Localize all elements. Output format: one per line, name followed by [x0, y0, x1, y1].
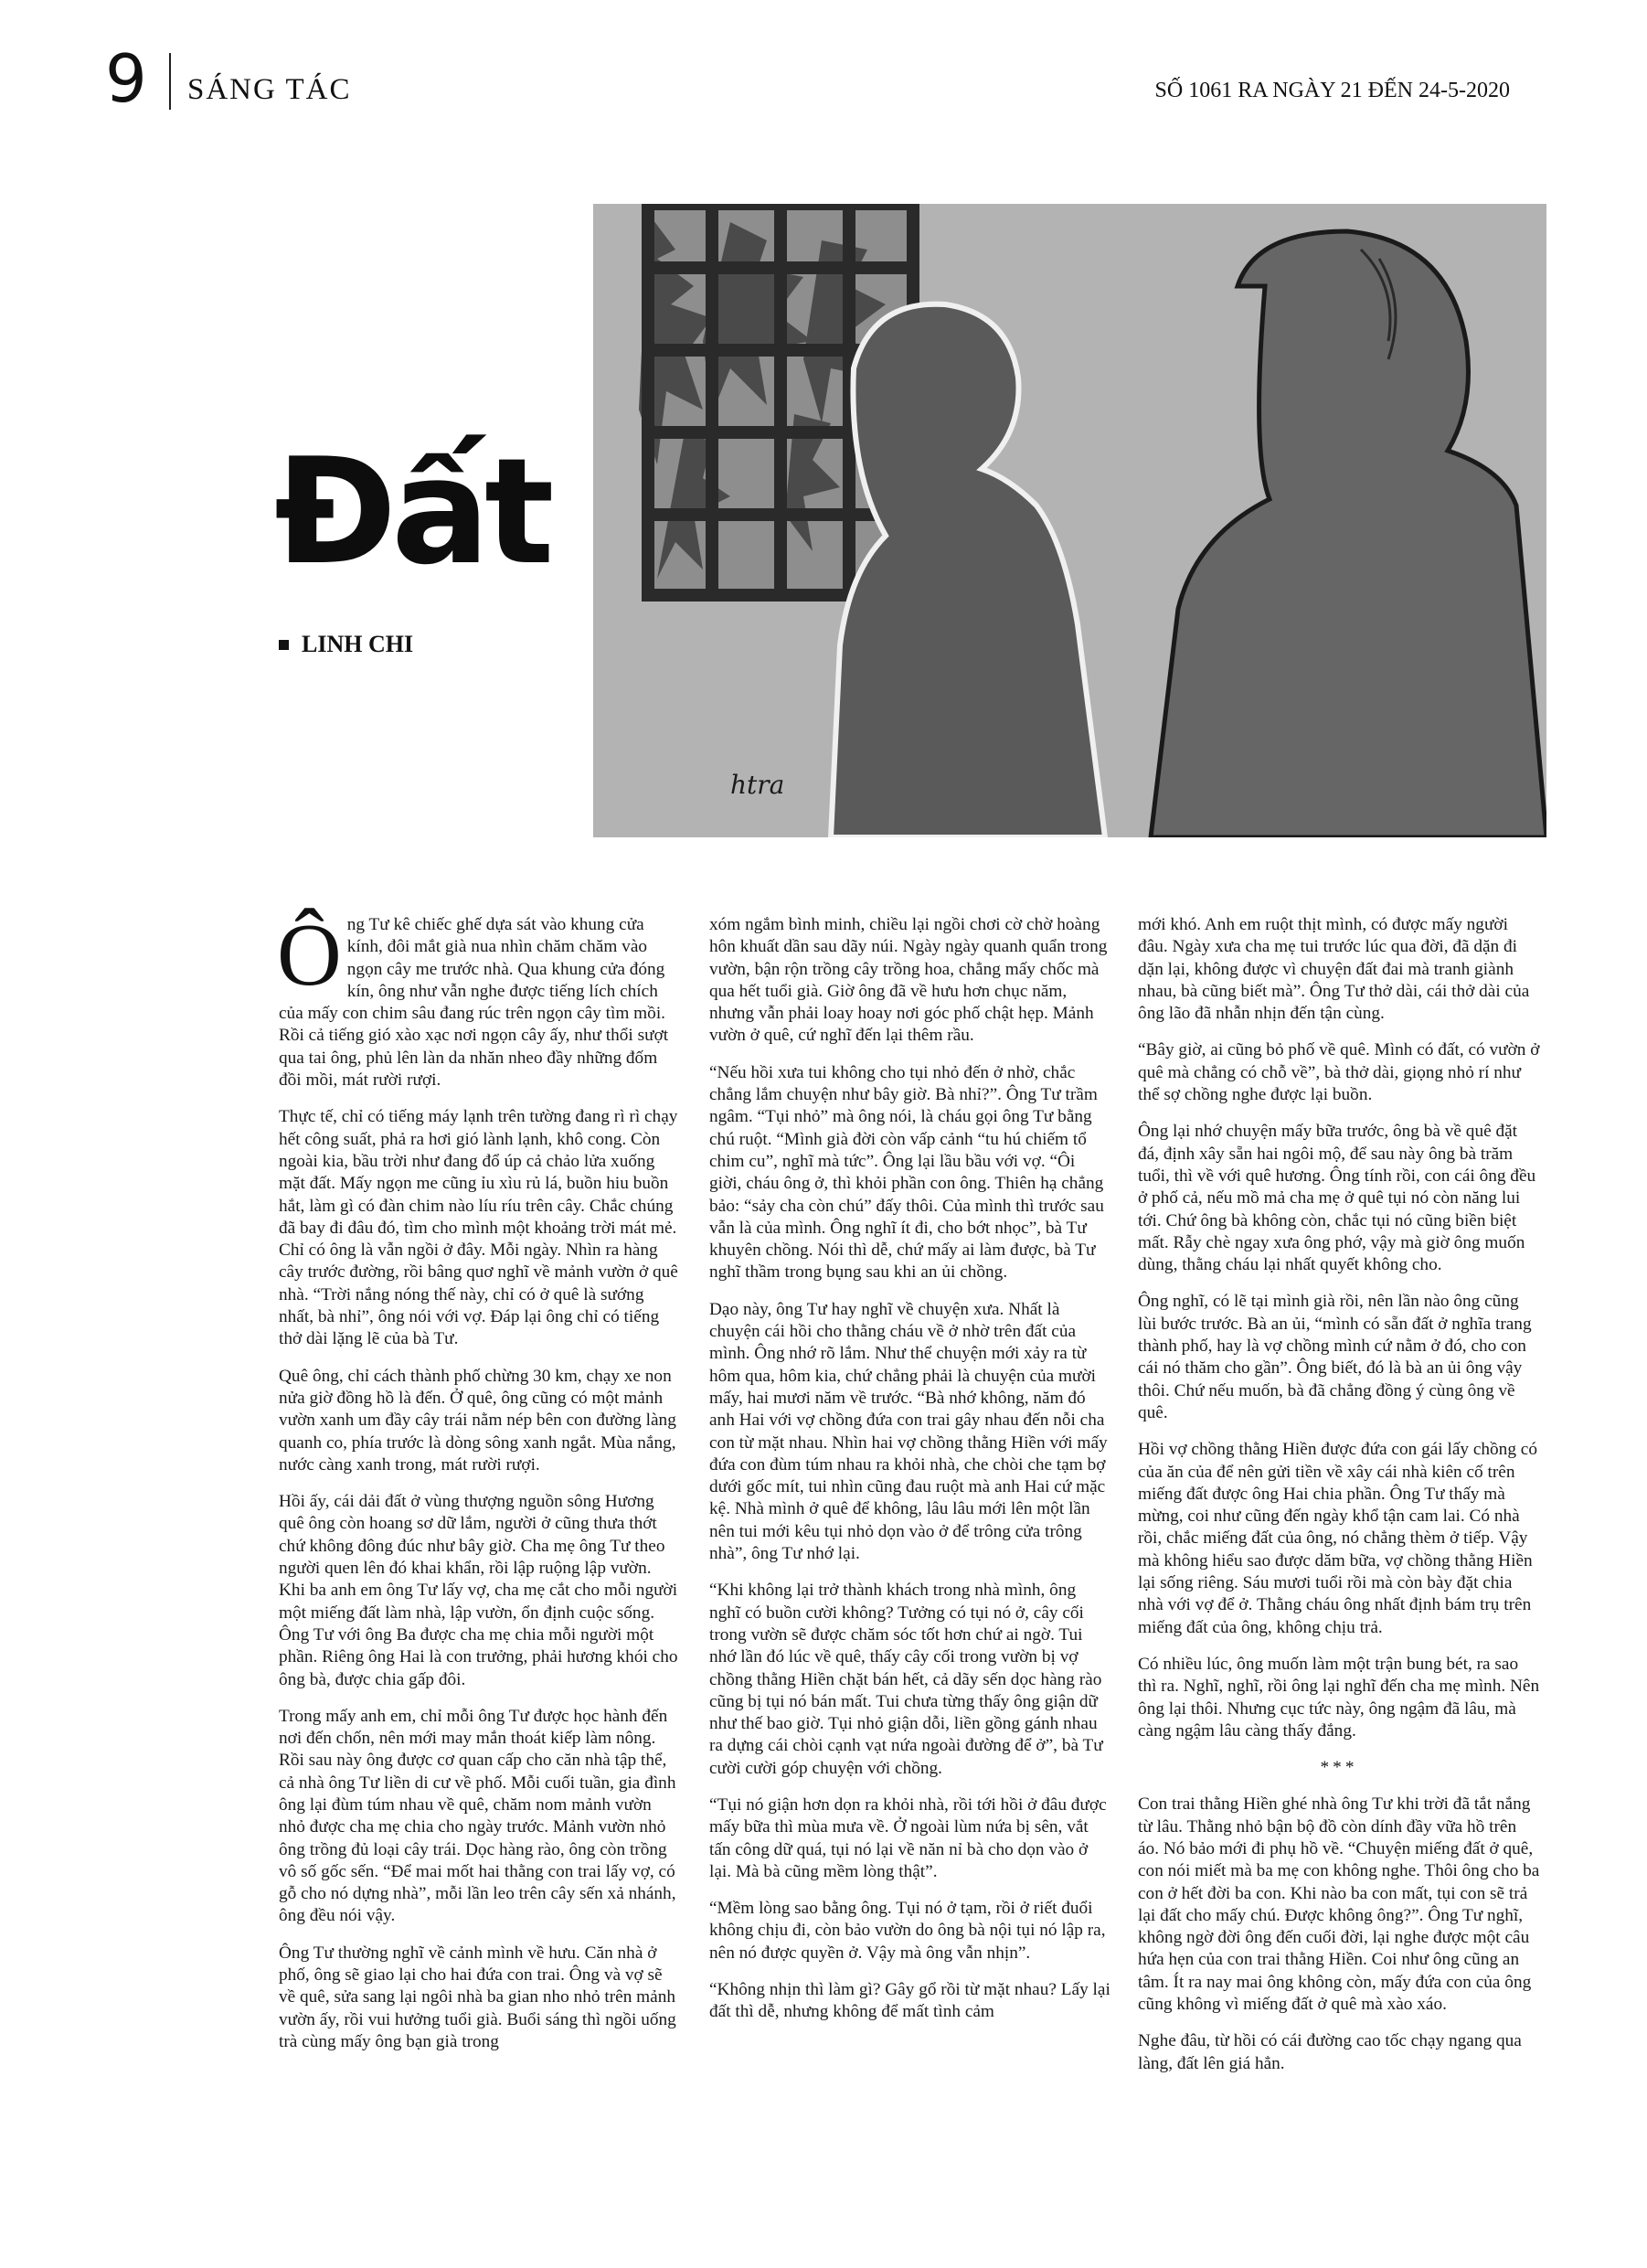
issue-info: SỐ 1061 RA NGÀY 21 ĐẾN 24-5-2020 [1154, 79, 1510, 102]
page-number: 9 [105, 40, 147, 117]
paragraph: Ông Tư thường nghĩ về cảnh mình về hưu. Căn nhà ở phố, ông sẽ giao lại cho hai đứa con trai. Ông và vợ sẽ về quê, sửa sang lại ngôi nhà ba gian nho nhỏ trên mảnh vườn ấy, rồi vui hưởng tuổi già. Buổi sáng thì ngồi uống trà cùng mấy ông bạn già trong [279, 1943, 676, 2051]
header-divider [169, 53, 171, 110]
article-illustration [593, 204, 1546, 837]
paragraph: Có nhiều lúc, ông muốn làm một trận bung bét, ra sao thì ra. Nghĩ, nghĩ, rồi ông lại nghĩ đến cha mẹ mình. Nên ông lại thôi. Nhưng cục tức này, ông ngậm đã lâu, mà càng ngậm lâu càng thấy đắng. [1138, 1654, 1540, 1741]
paragraph: Ông nghĩ, có lẽ tại mình già rồi, nên lần nào ông cũng lùi bước trước. Bà an ủi, “mình có sẵn đất ở nghĩa trang thành phố, hay là vợ chồng mình cứ nằm ở đó, cho con cái nó thăm cho gần”. Ông biết, đó là bà an ủi ông vậy thôi. Chứ nếu muốn, bà đã chẳng đồng ý cùng ông về quê. [1138, 1292, 1532, 1422]
paragraph: Hồi vợ chồng thằng Hiền được đứa con gái lấy chồng có của ăn của để nên gửi tiền về xây cái nhà kiên cố trên miếng đất được ông Hai chia phần. Ông Tư thấy mà mừng, coi như cũng đến ngày khổ tận cam lai. Có nhà rồi, chắc miếng đất của ông, nó chẳng thèm ở tiếp. Vậy mà không hiểu sao được dăm bữa, vợ chồng thằng Hiền lại sống riêng. Sáu mươi tuổi rồi mà còn bày đặt chia nhà với vợ để ở. Thằng cháu ông nhất định bám trụ trên miếng đất của ông, không chịu trả. [1138, 1440, 1537, 1637]
paragraph: “Tụi nó giận hơn dọn ra khỏi nhà, rồi tới hồi ở đâu được mấy bữa thì mùa mưa về. Ở ngoài lùm nứa bị sên, vắt tấn công dữ quá, tụi nó lại về năn nỉ bà cho dọn vào ở lại. Mà bà cũng mềm lòng thật”. [709, 1794, 1107, 1881]
paragraph: “Nếu hồi xưa tui không cho tụi nhỏ đến ở nhờ, chắc chẳng lắm chuyện như bây giờ. Bà nhỉ?”. Ông Tư trầm ngâm. “Tụi nhỏ” mà ông nói, là cháu gọi ông Tư bằng chú ruột. “Mình già đời còn vấp cảnh “tu hú chiếm tổ chim cu”, nghĩ mà tức”. Ông lại lầu bầu với vợ. “Ôi giời, cháu ông ở, thì khỏi phần con ông. Thiên hạ chẳng bảo: “sảy cha còn chú” đấy thôi. Của mình thì trước sau vẫn là của mình. Ông nghĩ ít đi, cho bớt nhọc”, bà Tư khuyên chồng. Nói thì dễ, chứ mấy ai làm được, bà Tư nghĩ thầm trong bụng sau khi an ủi chồng. [709, 1062, 1104, 1283]
paragraph: “Mềm lòng sao bằng ông. Tụi nó ở tạm, rồi ở riết đuổi không chịu đi, còn bảo vườn do ông bà nội tụi nó lập ra, nên nó được quyền ở. Vậy mà ông vẫn nhịn”. [709, 1899, 1106, 1963]
artist-signature: htra [730, 770, 785, 800]
paragraph: Dạo này, ông Tư hay nghĩ về chuyện xưa. Nhất là chuyện cái hồi cho thằng cháu về ở nhờ trên đất của mình. Ông nhớ rõ lắm. Như thể chuyện mới xảy ra từ hôm qua, hôm kia, chứ chẳng phải là chuyện của mười mấy, hai mươi năm về trước. “Bà nhớ không, năm đó anh Hai với vợ chồng đứa con trai gây nhau đến nỗi cha con từ mặt nhau. Nhìn hai vợ chồng thằng Hiền với mấy đứa con đùm túm nhau ra khỏi nhà, che chòi che tạm bợ dưới gốc mít, tui nhìn cũng đau ruột mà anh Hai cứ mặc kệ. Nhà mình ở quê để không, lâu lâu mới lên một lần nên tui mới kêu tụi nhỏ dọn vào ở để trông cửa trông nhà”, ông Tư nhớ lại. [709, 1299, 1108, 1564]
paragraph: xóm ngắm bình minh, chiều lại ngồi chơi cờ chờ hoàng hôn khuất dần sau dãy núi. Ngày ngày quanh quẩn trong vườn, bận rộn trồng cây trồng hoa, chẳng mấy chốc mà qua hết tuổi già. Giờ ông đã về hưu hơn chục năm, nhưng vẫn phải loay hoay nơi góc phố chật hẹp. Mảnh vườn ở quê, cứ nghĩ đến lại thêm rầu. [709, 915, 1108, 1046]
author-name: LINH CHI [302, 631, 414, 657]
byline-bullet [279, 640, 289, 650]
section-title: SÁNG TÁC [187, 73, 352, 106]
paragraph: Quê ông, chỉ cách thành phố chừng 30 km, chạy xe non nửa giờ đồng hồ là đến. Ở quê, ông cũng có một mảnh vườn xanh um đầy cây trái nằm nép bên con đường làng quanh co, phía trước là dòng sông xanh ngắt. Mùa nắng, nước càng xanh trong, mát rười rượi. [279, 1366, 676, 1475]
paragraph: Ông lại nhớ chuyện mấy bữa trước, ông bà về quê đặt đá, định xây sẵn hai ngôi mộ, để sau này ông bà trăm tuổi, thì về với quê hương. Ông tính rồi, con cái ông đều ở phố cả, nếu mồ mả cha mẹ ở quê tụi nó còn năng lui tới. Chứ ông bà không còn, chắc tụi nó cũng biền biệt mất. Rẫy chè ngay xưa ông phớ, vậy mà giờ ông muốn dùng, thằng cháu lại nhất quyết không cho. [1138, 1122, 1536, 1275]
paragraph: “Không nhịn thì làm gì? Gây gổ rồi từ mặt nhau? Lấy lại đất thì dễ, nhưng không để mất tình cảm [709, 1980, 1110, 2022]
paragraph: Trong mấy anh em, chỉ mỗi ông Tư được học hành đến nơi đến chốn, nên mới may mắn thoát kiếp làm nông. Rồi sau này ông được cơ quan cấp cho căn nhà tập thể, cả nhà ông Tư liền di cư về phố. Mỗi cuối tuần, gia đình ông lại đùm túm nhau về quê, chăm nom mảnh vườn nhỏ được cha mẹ chia cho ngày trước. Mảnh vườn nhỏ ông trồng đủ loại cây trái. Dọc hàng rào, ông còn trồng vô số gốc sến. “Để mai mốt hai thằng con trai lấy vợ, có gỗ cho nó dựng nhà”, mỗi lần leo trên cây sến xả nhánh, ông đều nói vậy. [279, 1706, 676, 1926]
article-title: Đất [274, 426, 549, 597]
article-column-3 [1138, 914, 1540, 2090]
drop-cap: Ô [277, 906, 342, 1005]
article-column-2 [709, 914, 1111, 2039]
section-separator: *** [1320, 1758, 1358, 1778]
paragraph: Con trai thằng Hiền ghé nhà ông Tư khi trời đã tắt nắng từ lâu. Thằng nhỏ bận bộ đồ còn dính đầy vữa hồ trên áo. Nó bảo mới đi phụ hồ về. “Chuyện miếng đất ở quê, con nói miết mà ba mẹ con không nghe. Thôi ông cho ba con ở hết đời ba con. Khi nào ba con mất, tụi con sẽ trả lại đất cho mấy chú. Được không ông?”. Ông Tư nghĩ, không ngờ đời ông đến cuối đời, lại nghe được một câu hứa hẹn của con trai thằng Hiền. Coi như ông cũng an tâm. Ít ra nay mai ông không còn, mấy đứa con của ông cũng không vì miếng đất ở quê mà xào xáo. [1138, 1794, 1540, 2015]
paragraph: Ông Tư kê chiếc ghế dựa sát vào khung cửa kính, đôi mắt già nua nhìn chăm chăm vào ngọn cây me trước nhà. Qua khung cửa đóng kín, ông như vẫn nghe được tiếng lích chích của mấy con chim sâu đang rúc trên ngọn cây tìm mồi. Rồi cả tiếng gió xào xạc nơi ngọn cây ấy, như thổi sượt qua tai ông, phủ lên làn da nhăn nheo đầy những đốm đồi mồi, mát rười rượi. [277, 906, 669, 1091]
paragraph: mới khó. Anh em ruột thịt mình, có được mấy người đâu. Ngày xưa cha mẹ tui trước lúc qua đời, đã dặn đi dặn lại, không được vì chuyện đất đai mà tranh giành nhau, bà cũng biết mà”. Ông Tư thở dài, cái thở dài của ông lão đã nhẫn nhịn đến tận cùng. [1138, 915, 1530, 1024]
byline [279, 631, 413, 658]
paragraph: Hồi ấy, cái dải đất ở vùng thượng nguồn sông Hương quê ông còn hoang sơ dữ lắm, người ở cũng thưa thớt chứ không đông đúc như bây giờ. Cha mẹ ông Tư theo người quen lên đó khai khẩn, rồi lập ruộng lập vườn. Khi ba anh em ông Tư lấy vợ, cha mẹ cắt cho mỗi người một miếng đất làm nhà, lập vườn, ổn định cuộc sống. Ông Tư với ông Ba được cha mẹ chia mỗi người một phần. Riêng ông Hai là con trưởng, phải hương khói cho ông bà, được chia gấp đôi. [279, 1492, 678, 1689]
paragraph: Thực tế, chỉ có tiếng máy lạnh trên tường đang rì rì chạy hết công suất, phả ra hơi gió lành lạnh, khô cong. Còn ngoài kia, bầu trời như đang đổ úp cả chảo lửa xuống mặt đất. Mấy ngọn me cũng ỉu xìu rủ lá, buồn hiu buồn hắt, làm gì có đàn chim nào líu ríu trên cây. Chắc chúng đã bay đi đâu đó, tìm cho mình một khoảng trời mát mẻ. Chỉ có ông là vẫn ngồi ở đây. Mỗi ngày. Nhìn ra hàng cây trước đường, rồi bâng quơ nghĩ về mảnh vườn ở quê nhà. “Trời nắng nóng thế này, chỉ có ở quê là sướng nhất, bà nhỉ”, ông nói với vợ. Đáp lại ông chỉ có tiếng thở dài lặng lẽ của bà Tư. [279, 1107, 678, 1349]
paragraph: “Bây giờ, ai cũng bỏ phố về quê. Mình có đất, có vườn ở quê mà chẳng có chỗ về”, bà thở dài, giọng nhỏ rí như thể sợ chồng nghe được lại buồn. [1138, 1040, 1540, 1105]
paragraph: “Khi không lại trở thành khách trong nhà mình, ông nghĩ có buồn cười không? Tưởng có tụi nó ở, cây cối trong vườn sẽ được chăm sóc tốt hơn chứ ai ngờ. Tui nhớ lần đó lúc về quê, thấy cây cối trong vườn bị vợ chồng thằng Hiền chặt bán hết, cả dãy sến dọc hàng rào cũng bị tụi nó bán mất. Tui chưa từng thấy ông giận dữ như thế bao giờ. Tụi nhỏ giận dỗi, liền gồng gánh nhau ra dựng cái chòi cạnh vạt nứa ngoài đường để ở”, bà Tư cười cười góp chuyện với chồng. [709, 1581, 1103, 1778]
paragraph: Nghe đâu, từ hồi có cái đường cao tốc chạy ngang qua làng, đất lên giá hẳn. [1138, 2031, 1522, 2073]
article-column-1 [277, 906, 681, 2068]
